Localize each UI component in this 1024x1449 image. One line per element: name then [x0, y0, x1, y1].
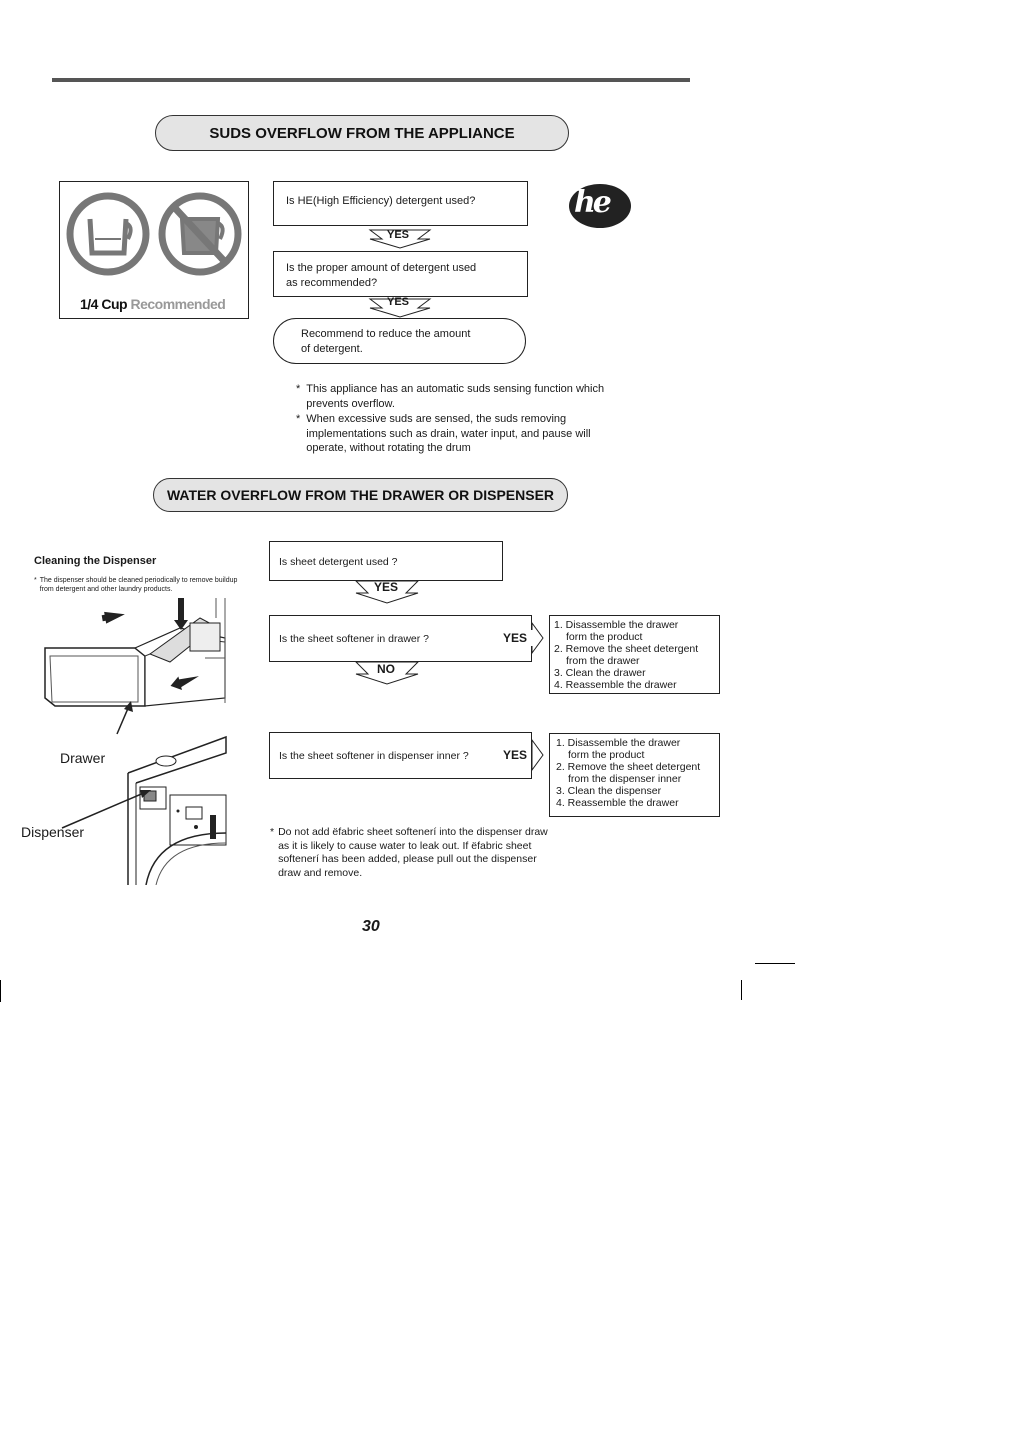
- note-item: [296, 382, 626, 411]
- flow-result: [273, 318, 526, 364]
- he-logo-text: he: [574, 185, 609, 220]
- note-mark: *: [270, 826, 275, 838]
- drawer-label: Drawer: [60, 750, 106, 766]
- step-item: 2. Remove the sheet detergent: [554, 643, 699, 655]
- flow-result-line: Recommend to reduce the amount: [301, 328, 471, 340]
- yes-right-arrow: [500, 622, 544, 654]
- cup-label-grey: Recommended: [130, 296, 226, 312]
- yes-label: YES: [374, 580, 399, 594]
- dispenser-footnote: [270, 826, 550, 880]
- note-mark: *: [296, 413, 301, 425]
- note-mark: *: [296, 383, 301, 395]
- note-text: This appliance has an automatic suds sensing function which prevents overflow.: [306, 383, 605, 410]
- crop-mark: [741, 980, 742, 1000]
- flow-question-he: [273, 181, 528, 226]
- flow-result-line: of detergent.: [301, 343, 363, 355]
- step-item: 2. Remove the sheet detergent: [556, 761, 701, 773]
- flow-question-text: Is the sheet softener in drawer ?: [279, 633, 429, 645]
- yes-label: YES: [503, 631, 528, 645]
- flow-question-text: Is the sheet softener in dispenser inner ?: [279, 750, 469, 762]
- note-text: When excessive suds are sensed, the suds removing implementations such as drain, water input, and pause will operate, without rotating the drum: [306, 413, 591, 454]
- yes-arrow: [354, 578, 420, 604]
- yes-label: YES: [387, 296, 410, 308]
- note-text: The dispenser should be cleaned periodically to remove buildup from detergent and other laundry products.: [39, 577, 238, 593]
- step-item: from the dispenser inner: [568, 773, 682, 785]
- section-title-text: WATER OVERFLOW FROM THE DRAWER OR DISPENSER: [166, 487, 555, 503]
- yes-arrow: [368, 296, 432, 318]
- step-item: form the product: [566, 631, 643, 643]
- yes-right-arrow: [500, 739, 544, 771]
- step-item: 3. Clean the drawer: [554, 667, 646, 679]
- measuring-cup-icon: [60, 187, 248, 287]
- flow-question-line: Is the proper amount of detergent used: [286, 262, 477, 274]
- step-item: form the product: [568, 749, 645, 761]
- he-logo: [568, 183, 632, 229]
- page-number: 30: [362, 918, 380, 935]
- step-item: from the drawer: [566, 655, 640, 667]
- steps-list: [554, 619, 715, 691]
- no-arrow: [354, 659, 420, 685]
- dispenser-label: Dispenser: [21, 824, 85, 840]
- cup-label: [80, 296, 225, 312]
- section-title-text: SUDS OVERFLOW FROM THE APPLIANCE: [209, 124, 515, 142]
- cleaning-note: [34, 576, 239, 594]
- top-rule: [52, 78, 690, 82]
- flow-question-line: as recommended?: [286, 277, 378, 289]
- flow-question-text: Is sheet detergent used ?: [279, 556, 398, 568]
- yes-arrow: [368, 227, 432, 249]
- flow-question-dispenser: [269, 732, 532, 779]
- flow-question-text: Is HE(High Efficiency) detergent used?: [286, 195, 476, 207]
- no-label: NO: [377, 662, 395, 676]
- step-item: 4. Reassemble the drawer: [554, 679, 677, 691]
- steps-drawer: [549, 615, 720, 694]
- flow-question-drawer: [269, 615, 532, 662]
- suds-notes: [296, 382, 626, 456]
- pointer-arrow-icon: [115, 700, 135, 736]
- note-text: Do not add ëfabric sheet softenerí into the dispenser draw as it is likely to cause water to leak out. If ëfabric sheet softenerí has been added, please pull out the dispenser draw and remove.: [278, 826, 548, 879]
- crop-mark: [0, 980, 1, 1002]
- cup-label-bold: 1/4 Cup: [80, 296, 128, 312]
- crop-mark: [755, 963, 795, 964]
- yes-label: YES: [387, 229, 410, 241]
- steps-list: [556, 737, 713, 809]
- flow-question-amount: [273, 251, 528, 297]
- steps-dispenser: [549, 733, 720, 817]
- section-title-suds: [155, 115, 569, 151]
- flow-question-sheet: [269, 541, 503, 581]
- yes-label: YES: [503, 748, 528, 762]
- step-item: 1. Disassemble the drawer: [554, 619, 679, 631]
- step-item: 4. Reassemble the drawer: [556, 797, 679, 809]
- drawer-illustration: [40, 598, 230, 708]
- cleaning-title: Cleaning the Dispenser: [34, 555, 157, 567]
- note-item: [296, 412, 626, 456]
- step-item: 3. Clean the dispenser: [556, 785, 662, 797]
- section-title-water: [153, 478, 568, 512]
- step-item: 1. Disassemble the drawer: [556, 737, 681, 749]
- cup-illustration: [59, 181, 249, 319]
- note-mark: *: [34, 577, 37, 584]
